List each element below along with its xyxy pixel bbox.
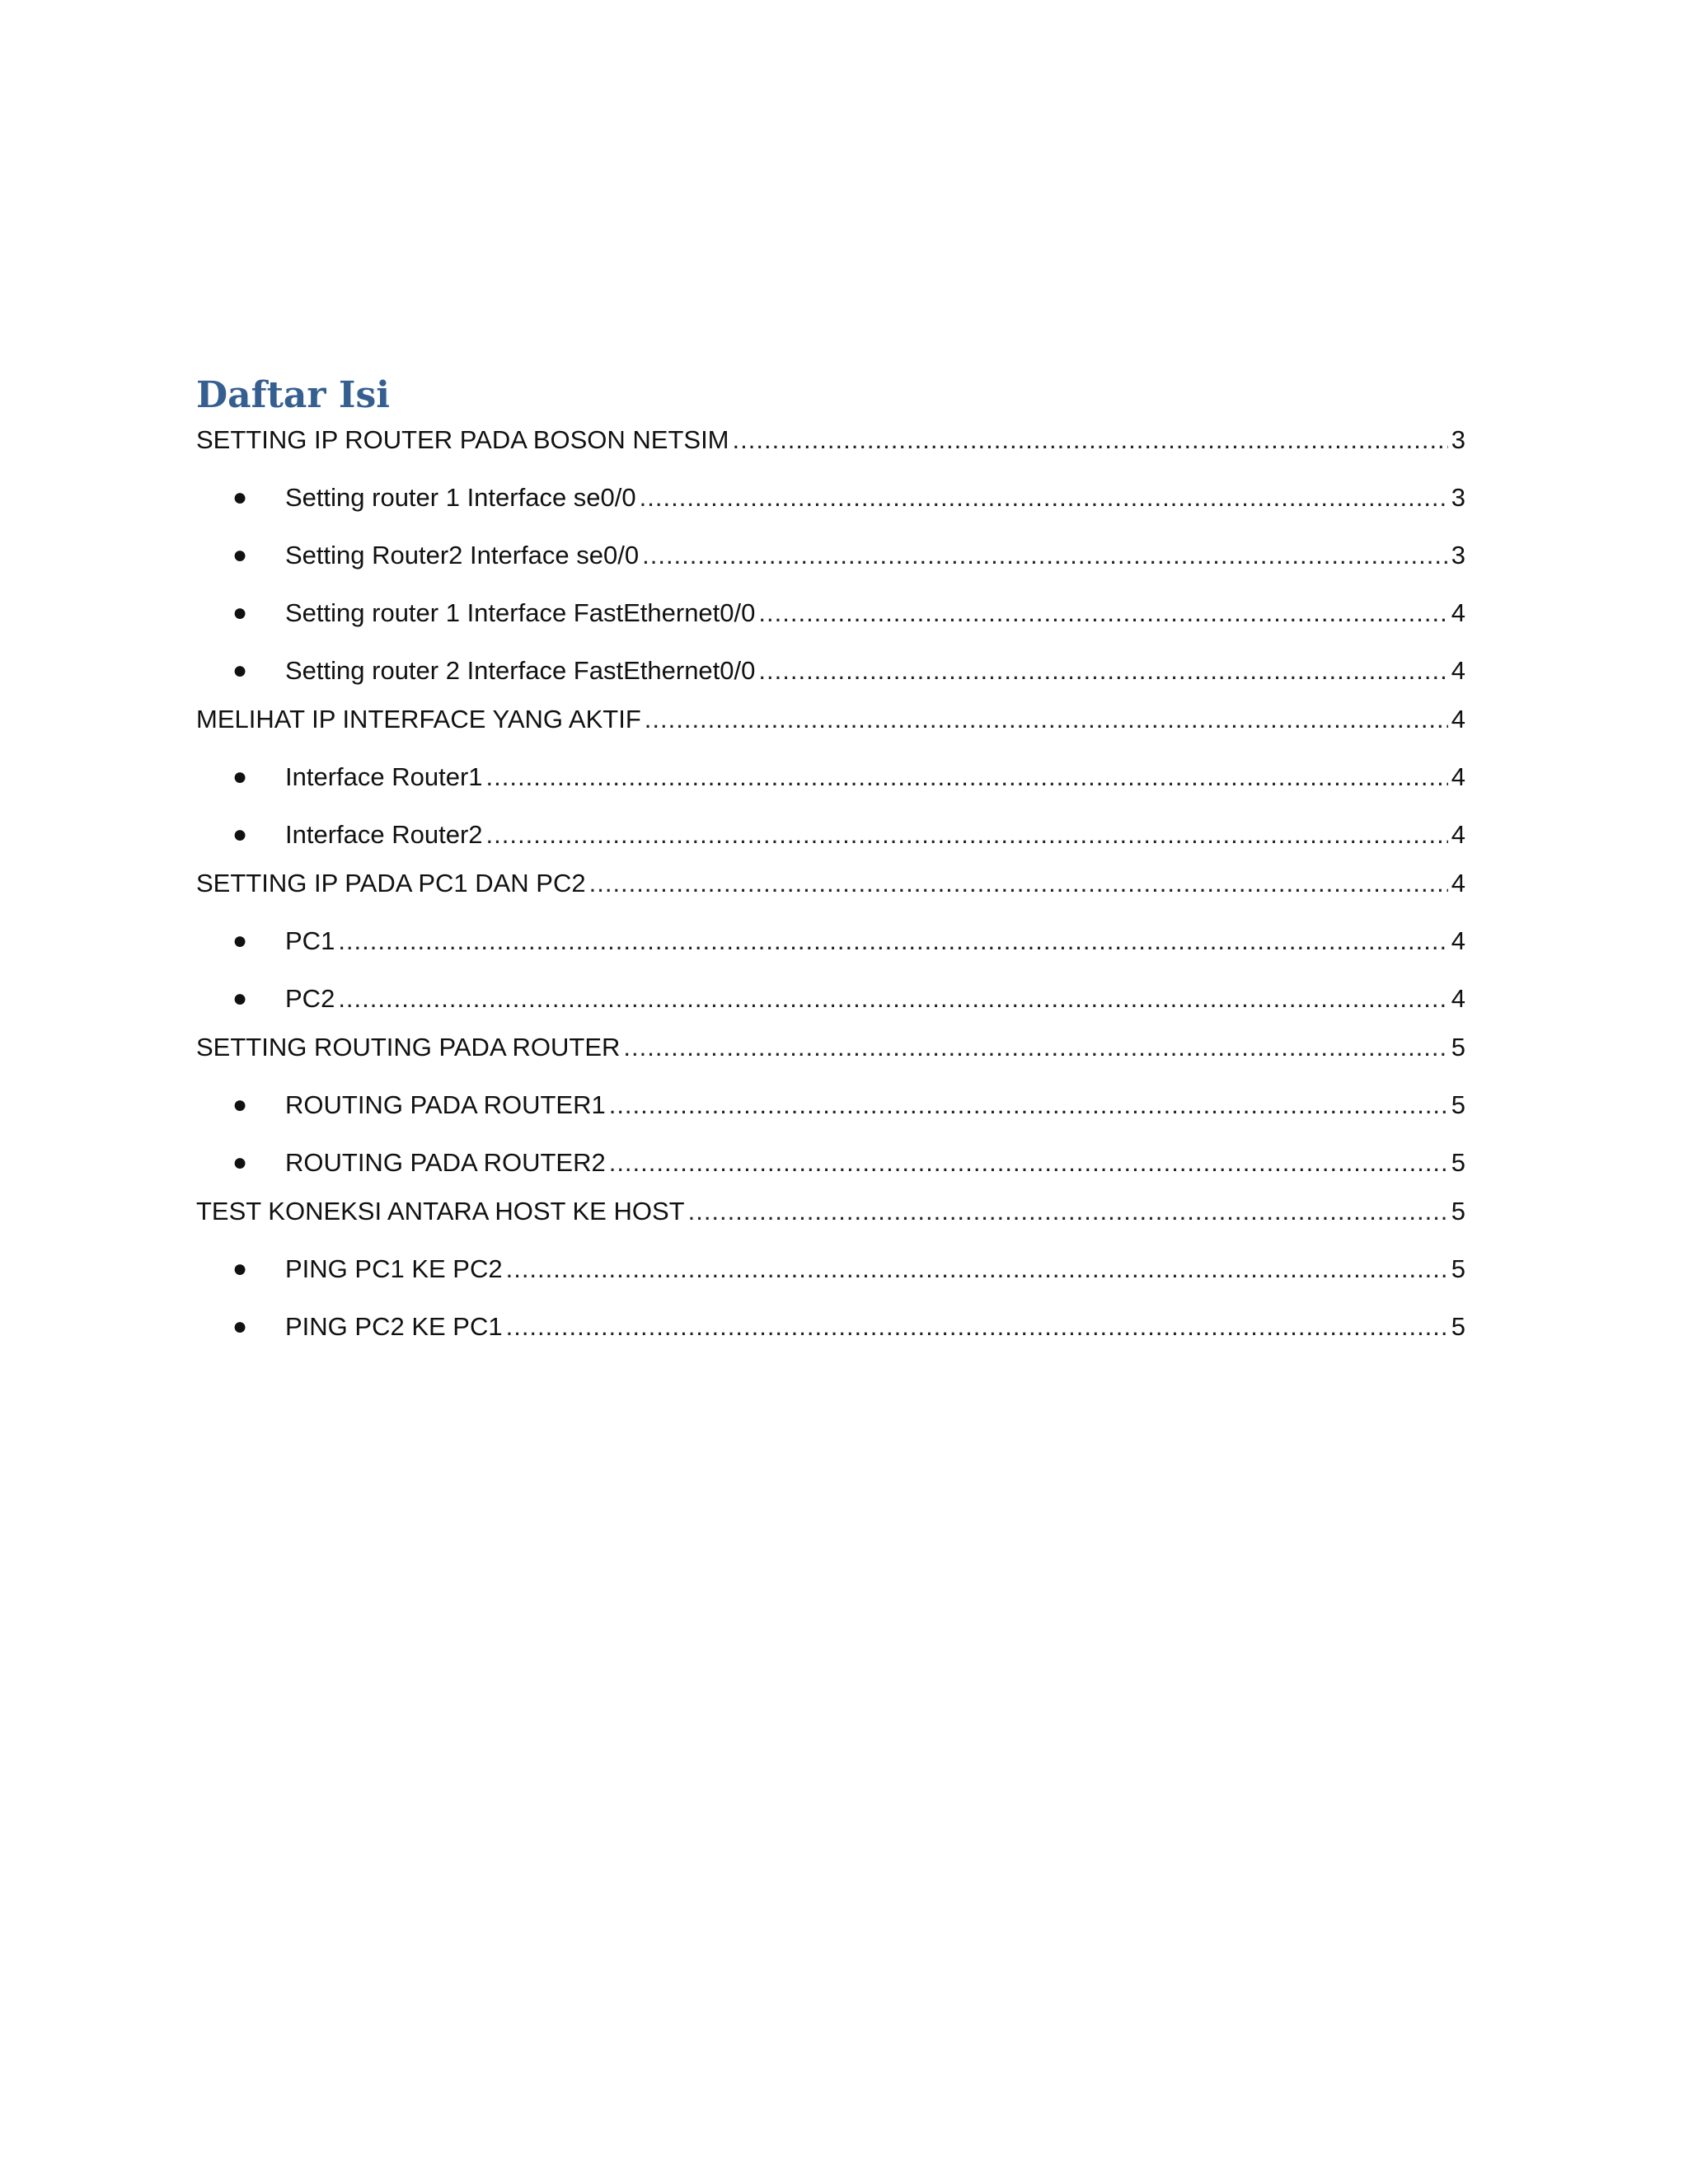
bullet-dot-icon: ●: [232, 599, 248, 626]
toc-dot-leader: [506, 1310, 1448, 1343]
toc-entry[interactable]: [196, 982, 1465, 1015]
toc-dot-leader: [758, 597, 1447, 630]
bullet-dot-icon: ●: [232, 927, 248, 954]
toc-dot-leader: [733, 424, 1448, 457]
toc-entry-text: Setting router 2 Interface FastEthernet0/0: [285, 656, 756, 685]
toc-entry-text: Interface Router1: [285, 762, 483, 791]
toc-entry-text: Interface Router2: [285, 820, 483, 849]
toc-entry[interactable]: [196, 539, 1465, 572]
toc-dot-leader: [642, 539, 1448, 572]
toc-entry[interactable]: [196, 1031, 1465, 1064]
toc-dot-leader: [338, 925, 1447, 958]
toc-entry-text: Setting router 1 Interface se0/0: [285, 483, 636, 512]
bullet-dot-icon: ●: [232, 1149, 248, 1176]
toc-page-number: 5: [1451, 1090, 1465, 1119]
toc-entry-text: PC2: [285, 984, 335, 1013]
toc-dot-leader: [688, 1195, 1448, 1228]
toc-page-number: 3: [1451, 483, 1465, 512]
toc-entry-text: TEST KONEKSI ANTARA HOST KE HOST: [196, 1197, 685, 1226]
toc-entry[interactable]: [196, 654, 1465, 687]
toc-page-number: 4: [1451, 869, 1465, 898]
bullet-dot-icon: ●: [232, 1255, 248, 1282]
bullet-dot-icon: ●: [232, 657, 248, 684]
toc-dot-leader: [609, 1146, 1448, 1179]
toc-entry-text: PING PC1 KE PC2: [285, 1254, 503, 1283]
toc-dot-leader: [609, 1089, 1448, 1122]
bullet-dot-icon: ●: [232, 1091, 248, 1118]
bullet-dot-icon: ●: [232, 1313, 248, 1340]
toc-page-number: 5: [1451, 1312, 1465, 1341]
toc-page-number: 3: [1451, 425, 1465, 454]
toc-entry[interactable]: [196, 703, 1465, 736]
toc-entry-text: PC1: [285, 926, 335, 955]
toc-page-number: 5: [1451, 1148, 1465, 1177]
bullet-dot-icon: ●: [232, 541, 248, 569]
toc-entry-text: Setting Router2 Interface se0/0: [285, 541, 640, 569]
toc-entry[interactable]: [196, 481, 1465, 514]
toc-entry-text: Setting router 1 Interface FastEthernet0/0: [285, 598, 756, 627]
bullet-dot-icon: ●: [232, 821, 248, 848]
toc-entry[interactable]: [196, 761, 1465, 794]
toc-entry[interactable]: [196, 1310, 1465, 1343]
toc-entry[interactable]: [196, 424, 1465, 457]
toc-entry-text: PING PC2 KE PC1: [285, 1312, 503, 1341]
bullet-dot-icon: ●: [232, 484, 248, 511]
toc-dot-leader: [640, 481, 1448, 514]
toc-dot-leader: [486, 818, 1448, 851]
toc-entry-text: SETTING IP ROUTER PADA BOSON NETSIM: [196, 425, 729, 454]
toc-entry-text: ROUTING PADA ROUTER2: [285, 1148, 606, 1177]
toc-entry-text: SETTING ROUTING PADA ROUTER: [196, 1033, 621, 1062]
bullet-dot-icon: ●: [232, 985, 248, 1012]
toc-title: Daftar Isi: [196, 374, 390, 416]
toc-dot-leader: [506, 1253, 1448, 1286]
toc-page-number: 4: [1451, 820, 1465, 849]
toc-page-number: 4: [1451, 926, 1465, 955]
table-of-contents: [196, 373, 1465, 1343]
toc-dot-leader: [589, 867, 1448, 900]
toc-page-number: 5: [1451, 1254, 1465, 1283]
toc-dot-leader: [486, 761, 1448, 794]
toc-page-number: 4: [1451, 656, 1465, 685]
toc-entry[interactable]: [196, 1089, 1465, 1122]
toc-entry-text: ROUTING PADA ROUTER1: [285, 1090, 606, 1119]
bullet-dot-icon: ●: [232, 763, 248, 790]
toc-dot-leader: [645, 703, 1448, 736]
toc-entry[interactable]: [196, 597, 1465, 630]
toc-entry-text: MELIHAT IP INTERFACE YANG AKTIF: [196, 705, 641, 733]
toc-entry-text: SETTING IP PADA PC1 DAN PC2: [196, 869, 586, 898]
toc-entry[interactable]: [196, 867, 1465, 900]
toc-entry[interactable]: [196, 1195, 1465, 1228]
toc-dot-leader: [758, 654, 1447, 687]
toc-page-number: 4: [1451, 705, 1465, 733]
toc-page-number: 4: [1451, 984, 1465, 1013]
toc-page-number: 5: [1451, 1033, 1465, 1062]
toc-dot-leader: [623, 1031, 1447, 1064]
toc-dot-leader: [338, 982, 1447, 1015]
toc-entry[interactable]: [196, 1253, 1465, 1286]
toc-entry[interactable]: [196, 1146, 1465, 1179]
toc-page-number: 3: [1451, 541, 1465, 569]
toc-entry[interactable]: [196, 925, 1465, 958]
toc-page-number: 4: [1451, 762, 1465, 791]
toc-page-number: 4: [1451, 598, 1465, 627]
toc-entry[interactable]: [196, 818, 1465, 851]
toc-page-number: 5: [1451, 1197, 1465, 1226]
